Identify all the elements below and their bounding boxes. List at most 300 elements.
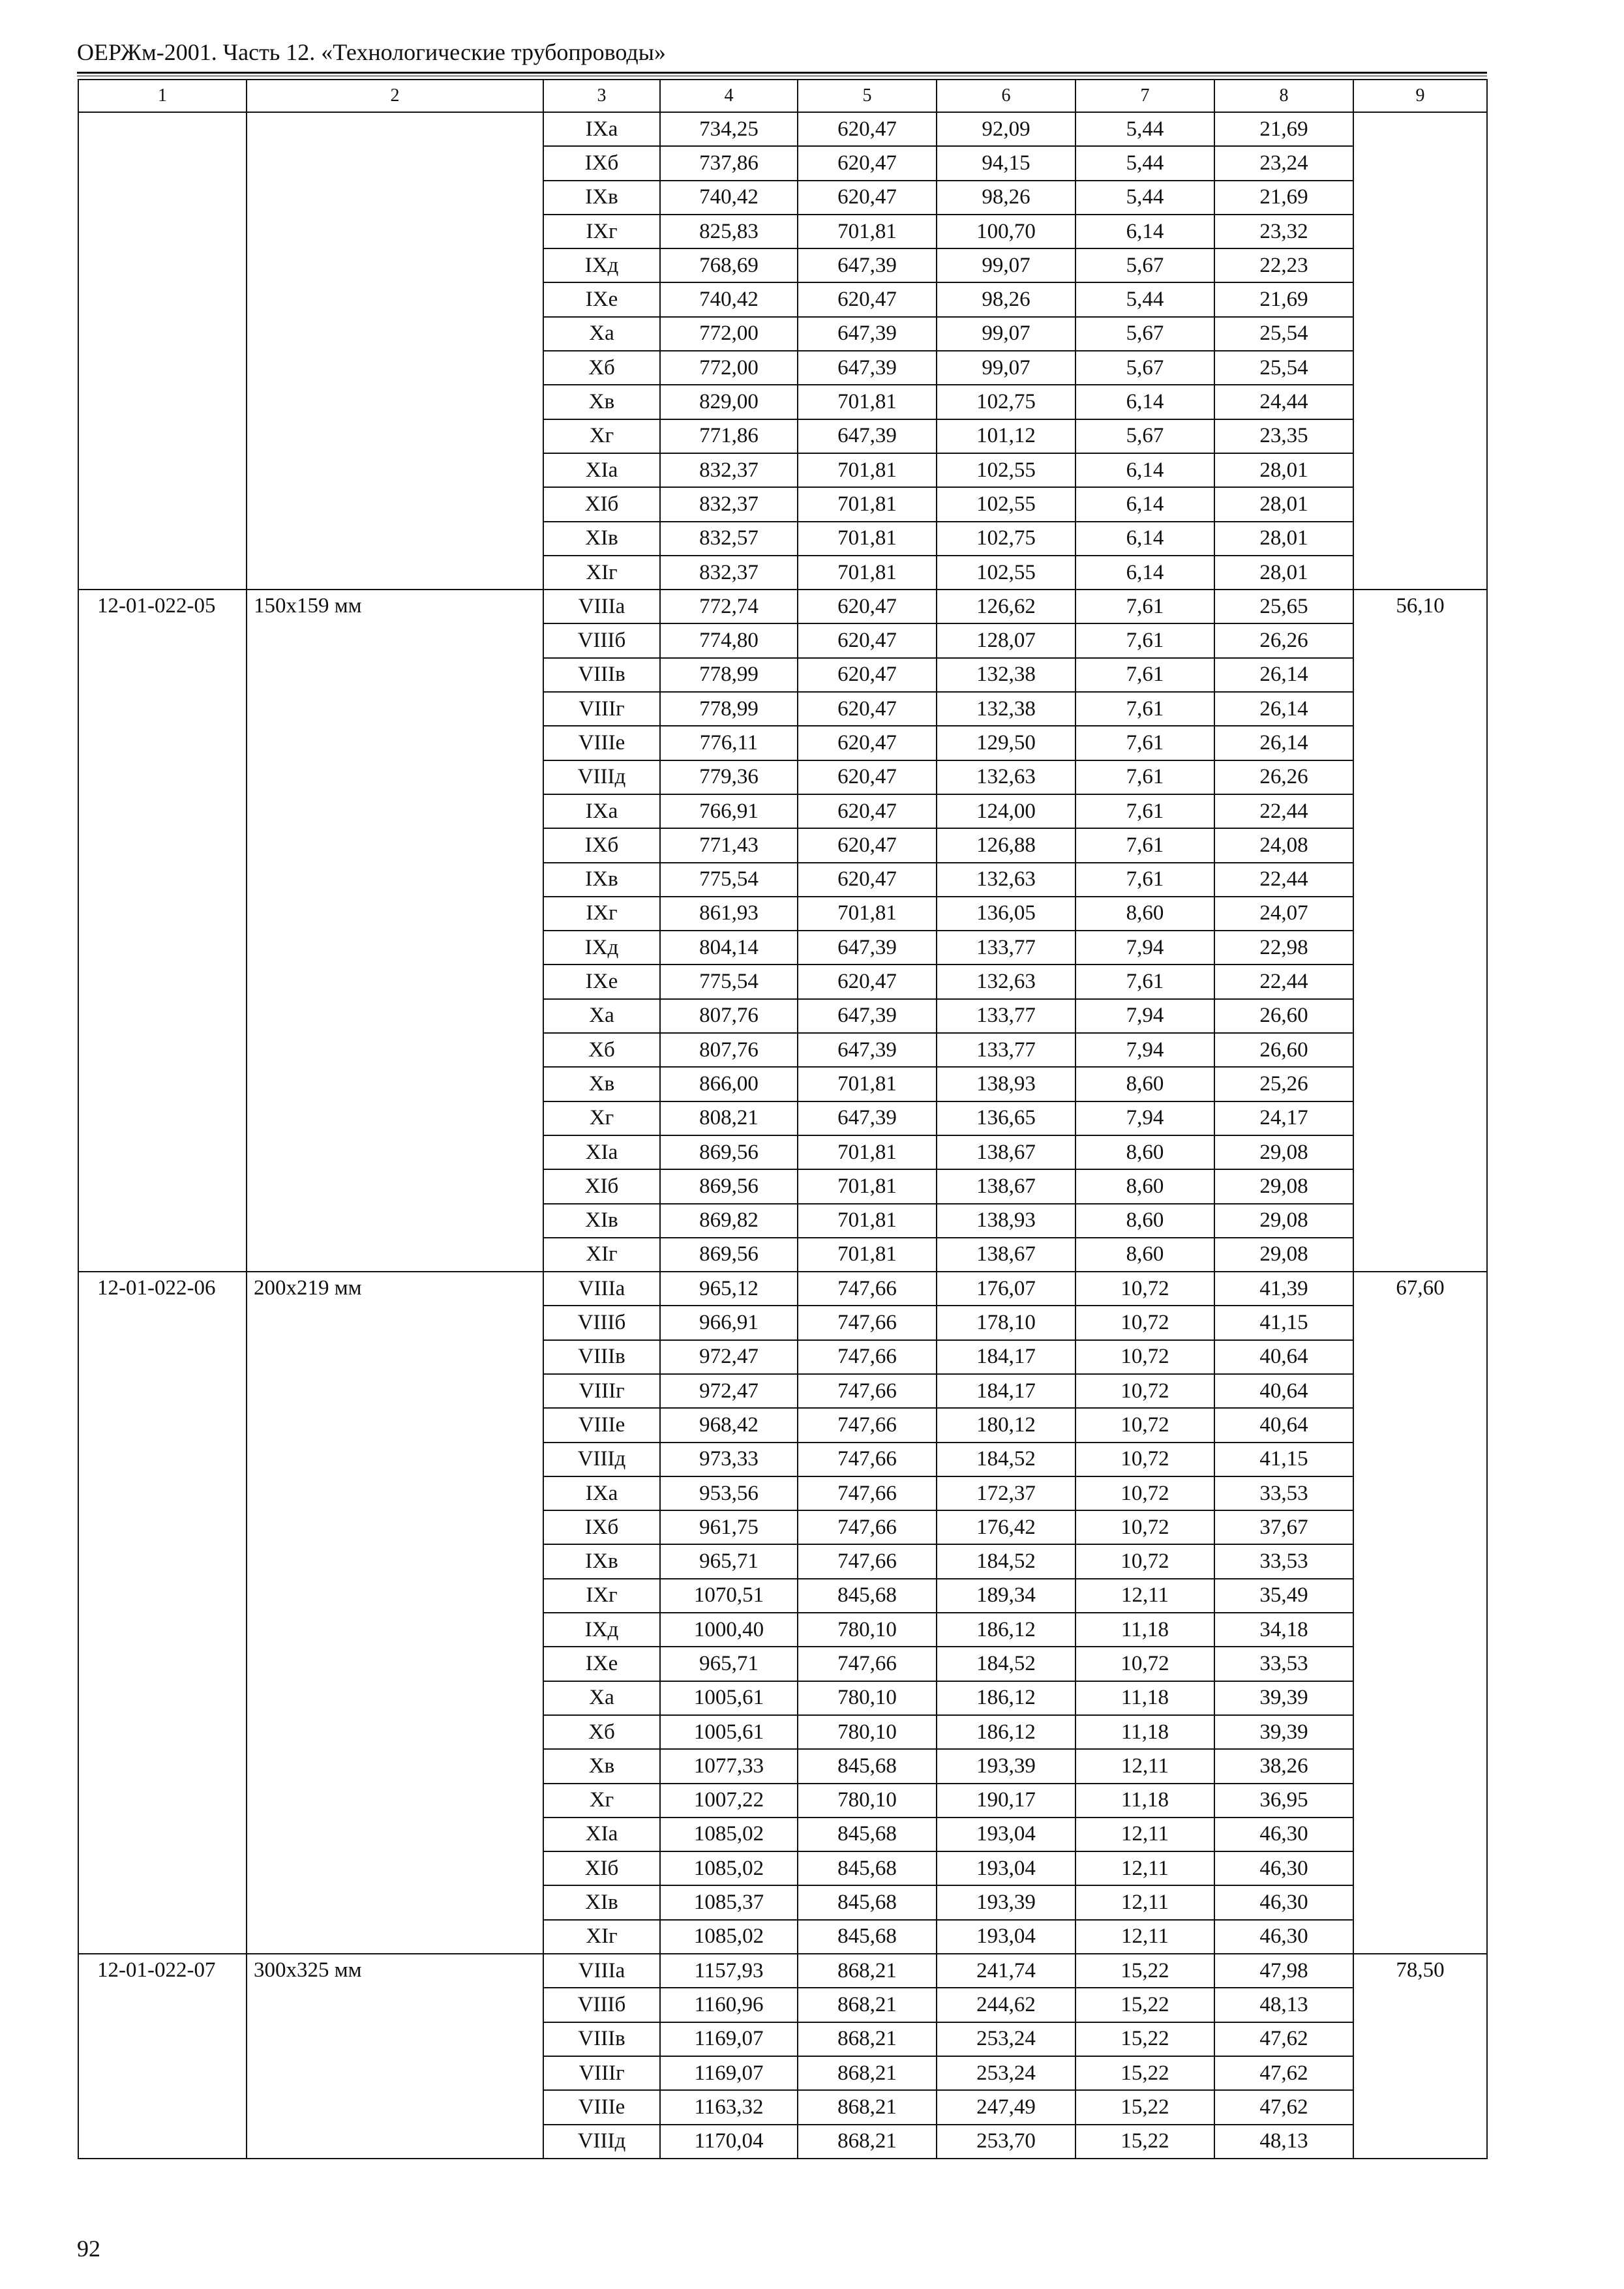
col8-cell: 28,01: [1214, 487, 1353, 521]
grade-cell: XIг: [543, 556, 660, 590]
col5-cell: 647,39: [798, 419, 937, 453]
col5-cell: 845,68: [798, 1851, 937, 1885]
col4-cell: 861,93: [660, 897, 798, 931]
col4-cell: 825,83: [660, 215, 798, 248]
col6-cell: 133,77: [937, 931, 1075, 965]
col5-cell: 845,68: [798, 1920, 937, 1954]
grade-cell: XIв: [543, 1885, 660, 1919]
col4-cell: 768,69: [660, 248, 798, 282]
col9-cell: 67,60: [1353, 1272, 1487, 1954]
col6-cell: 253,24: [937, 2022, 1075, 2056]
col7-cell: 10,72: [1075, 1272, 1214, 1306]
col6-cell: 180,12: [937, 1408, 1075, 1442]
col7-cell: 12,11: [1075, 1818, 1214, 1851]
grade-cell: IXе: [543, 965, 660, 998]
col8-cell: 46,30: [1214, 1851, 1353, 1885]
col4-cell: 832,37: [660, 487, 798, 521]
column-number-header: 2: [247, 80, 543, 112]
col6-cell: 128,07: [937, 623, 1075, 657]
col7-cell: 11,18: [1075, 1715, 1214, 1749]
grade-cell: VIIIг: [543, 1374, 660, 1408]
grade-cell: Xб: [543, 1715, 660, 1749]
col6-cell: 102,55: [937, 487, 1075, 521]
col5-cell: 620,47: [798, 828, 937, 862]
grade-cell: VIIIг: [543, 2056, 660, 2090]
col4-cell: 1160,96: [660, 1988, 798, 2022]
col6-cell: 132,63: [937, 760, 1075, 794]
grade-cell: IXг: [543, 1579, 660, 1613]
col8-cell: 22,44: [1214, 863, 1353, 897]
col5-cell: 701,81: [798, 487, 937, 521]
col4-cell: 1070,51: [660, 1579, 798, 1613]
grade-cell: IXг: [543, 897, 660, 931]
col5-cell: 868,21: [798, 1988, 937, 2022]
table-row: [78, 112, 1487, 146]
grade-cell: IXв: [543, 181, 660, 215]
col8-cell: 26,60: [1214, 999, 1353, 1033]
col8-cell: 29,08: [1214, 1204, 1353, 1238]
table-row: [78, 1954, 1487, 1988]
col5-cell: 701,81: [798, 215, 937, 248]
col7-cell: 10,72: [1075, 1374, 1214, 1408]
col8-cell: 47,62: [1214, 2022, 1353, 2056]
col4-cell: 1085,37: [660, 1885, 798, 1919]
col6-cell: 124,00: [937, 794, 1075, 828]
col7-cell: 7,94: [1075, 999, 1214, 1033]
col7-cell: 15,22: [1075, 2125, 1214, 2159]
grade-cell: VIIIг: [543, 692, 660, 726]
col5-cell: 620,47: [798, 590, 937, 623]
col4-cell: 973,33: [660, 1443, 798, 1476]
col4-cell: 832,37: [660, 556, 798, 590]
col6-cell: 176,07: [937, 1272, 1075, 1306]
col5-cell: 620,47: [798, 658, 937, 692]
col6-cell: 184,17: [937, 1374, 1075, 1408]
col5-cell: 780,10: [798, 1715, 937, 1749]
col6-cell: 253,70: [937, 2125, 1075, 2159]
col7-cell: 5,67: [1075, 317, 1214, 351]
col8-cell: 35,49: [1214, 1579, 1353, 1613]
col4-cell: 1170,04: [660, 2125, 798, 2159]
grade-cell: IXа: [543, 794, 660, 828]
col7-cell: 8,60: [1075, 1067, 1214, 1101]
col5-cell: 845,68: [798, 1749, 937, 1783]
col7-cell: 7,94: [1075, 1101, 1214, 1135]
pipe-size-cell: [247, 112, 543, 590]
grade-cell: XIв: [543, 1204, 660, 1238]
col8-cell: 24,17: [1214, 1101, 1353, 1135]
col7-cell: 10,72: [1075, 1476, 1214, 1510]
col6-cell: 184,17: [937, 1340, 1075, 1374]
col6-cell: 138,67: [937, 1169, 1075, 1203]
col6-cell: 193,39: [937, 1749, 1075, 1783]
col6-cell: 101,12: [937, 419, 1075, 453]
rate-code-cell: 12-01-022-05: [78, 590, 247, 1272]
col4-cell: 965,71: [660, 1544, 798, 1578]
col7-cell: 11,18: [1075, 1681, 1214, 1715]
col8-cell: 24,07: [1214, 897, 1353, 931]
col4-cell: 1077,33: [660, 1749, 798, 1783]
col6-cell: 189,34: [937, 1579, 1075, 1613]
col5-cell: 780,10: [798, 1681, 937, 1715]
grade-cell: XIб: [543, 1851, 660, 1885]
col8-cell: 48,13: [1214, 1988, 1353, 2022]
col8-cell: 26,26: [1214, 760, 1353, 794]
grade-cell: IXв: [543, 1544, 660, 1578]
col5-cell: 868,21: [798, 1954, 937, 1988]
col6-cell: 129,50: [937, 726, 1075, 760]
col6-cell: 186,12: [937, 1715, 1075, 1749]
col6-cell: 172,37: [937, 1476, 1075, 1510]
col7-cell: 10,72: [1075, 1544, 1214, 1578]
col6-cell: 193,04: [937, 1818, 1075, 1851]
col4-cell: 778,99: [660, 658, 798, 692]
col5-cell: 701,81: [798, 1238, 937, 1272]
col7-cell: 12,11: [1075, 1579, 1214, 1613]
col8-cell: 37,67: [1214, 1510, 1353, 1544]
col5-cell: 747,66: [798, 1306, 937, 1339]
grade-cell: XIб: [543, 487, 660, 521]
col7-cell: 10,72: [1075, 1510, 1214, 1544]
col4-cell: 1169,07: [660, 2022, 798, 2056]
col4-cell: 737,86: [660, 146, 798, 180]
grade-cell: IXб: [543, 828, 660, 862]
column-number-header: 3: [543, 80, 660, 112]
col7-cell: 7,61: [1075, 828, 1214, 862]
col5-cell: 701,81: [798, 1169, 937, 1203]
col7-cell: 5,44: [1075, 112, 1214, 146]
col6-cell: 132,38: [937, 658, 1075, 692]
col7-cell: 6,14: [1075, 487, 1214, 521]
col7-cell: 10,72: [1075, 1647, 1214, 1681]
col4-cell: 953,56: [660, 1476, 798, 1510]
col7-cell: 11,18: [1075, 1784, 1214, 1818]
col7-cell: 10,72: [1075, 1340, 1214, 1374]
col5-cell: 647,39: [798, 351, 937, 385]
col8-cell: 33,53: [1214, 1544, 1353, 1578]
col7-cell: 15,22: [1075, 2056, 1214, 2090]
rate-code-cell: 12-01-022-07: [78, 1954, 247, 2159]
col6-cell: 133,77: [937, 999, 1075, 1033]
col6-cell: 132,38: [937, 692, 1075, 726]
col8-cell: 47,62: [1214, 2056, 1353, 2090]
col6-cell: 136,65: [937, 1101, 1075, 1135]
col6-cell: 190,17: [937, 1784, 1075, 1818]
column-number-header: 5: [798, 80, 937, 112]
col8-cell: 46,30: [1214, 1920, 1353, 1954]
col8-cell: 46,30: [1214, 1885, 1353, 1919]
col5-cell: 868,21: [798, 2090, 937, 2124]
grade-cell: VIIIб: [543, 623, 660, 657]
col7-cell: 7,61: [1075, 623, 1214, 657]
grade-cell: VIIIе: [543, 1408, 660, 1442]
col7-cell: 5,44: [1075, 181, 1214, 215]
grade-cell: IXб: [543, 146, 660, 180]
col6-cell: 253,24: [937, 2056, 1075, 2090]
col7-cell: 8,60: [1075, 1204, 1214, 1238]
col5-cell: 868,21: [798, 2125, 937, 2159]
grade-cell: IXа: [543, 112, 660, 146]
col5-cell: 701,81: [798, 385, 937, 419]
column-number-header: 9: [1353, 80, 1487, 112]
col5-cell: 747,66: [798, 1647, 937, 1681]
col8-cell: 26,14: [1214, 692, 1353, 726]
grade-cell: VIIIе: [543, 726, 660, 760]
col5-cell: 845,68: [798, 1885, 937, 1919]
col4-cell: 1085,02: [660, 1920, 798, 1954]
col4-cell: 1005,61: [660, 1715, 798, 1749]
col5-cell: 868,21: [798, 2056, 937, 2090]
col8-cell: 28,01: [1214, 453, 1353, 487]
column-number-header: 1: [78, 80, 247, 112]
col7-cell: 8,60: [1075, 1135, 1214, 1169]
col8-cell: 21,69: [1214, 181, 1353, 215]
col6-cell: 184,52: [937, 1647, 1075, 1681]
grade-cell: Xб: [543, 351, 660, 385]
col6-cell: 138,93: [937, 1067, 1075, 1101]
grade-cell: XIа: [543, 1818, 660, 1851]
col7-cell: 7,94: [1075, 931, 1214, 965]
grade-cell: Xг: [543, 1101, 660, 1135]
grade-cell: XIв: [543, 522, 660, 556]
col7-cell: 15,22: [1075, 1954, 1214, 1988]
col6-cell: 193,39: [937, 1885, 1075, 1919]
grade-cell: VIIIд: [543, 2125, 660, 2159]
grade-cell: IXб: [543, 1510, 660, 1544]
col4-cell: 1163,32: [660, 2090, 798, 2124]
col4-cell: 734,25: [660, 112, 798, 146]
rates-table-body: [78, 80, 1487, 2159]
col9-cell: 78,50: [1353, 1954, 1487, 2159]
col5-cell: 620,47: [798, 794, 937, 828]
col4-cell: 869,56: [660, 1169, 798, 1203]
col5-cell: 747,66: [798, 1408, 937, 1442]
col4-cell: 779,36: [660, 760, 798, 794]
col6-cell: 184,52: [937, 1544, 1075, 1578]
col6-cell: 138,93: [937, 1204, 1075, 1238]
col5-cell: 647,39: [798, 1033, 937, 1067]
col5-cell: 701,81: [798, 556, 937, 590]
col7-cell: 7,61: [1075, 658, 1214, 692]
col8-cell: 38,26: [1214, 1749, 1353, 1783]
col4-cell: 1157,93: [660, 1954, 798, 1988]
col9-cell: [1353, 112, 1487, 590]
col8-cell: 36,95: [1214, 1784, 1353, 1818]
col7-cell: 12,11: [1075, 1920, 1214, 1954]
col7-cell: 8,60: [1075, 897, 1214, 931]
col4-cell: 775,54: [660, 965, 798, 998]
col5-cell: 701,81: [798, 522, 937, 556]
col5-cell: 647,39: [798, 999, 937, 1033]
col9-cell: 56,10: [1353, 590, 1487, 1272]
col6-cell: 99,07: [937, 248, 1075, 282]
col7-cell: 7,61: [1075, 794, 1214, 828]
grade-cell: Xв: [543, 1067, 660, 1101]
col7-cell: 6,14: [1075, 215, 1214, 248]
grade-cell: IXа: [543, 1476, 660, 1510]
col6-cell: 100,70: [937, 215, 1075, 248]
col8-cell: 39,39: [1214, 1715, 1353, 1749]
col6-cell: 92,09: [937, 112, 1075, 146]
col7-cell: 15,22: [1075, 2022, 1214, 2056]
col5-cell: 620,47: [798, 282, 937, 316]
col5-cell: 747,66: [798, 1272, 937, 1306]
grade-cell: Xа: [543, 999, 660, 1033]
col8-cell: 29,08: [1214, 1135, 1353, 1169]
header-rule-thick: [77, 72, 1487, 74]
col6-cell: 132,63: [937, 863, 1075, 897]
header-row: [78, 80, 1487, 112]
col6-cell: 193,04: [937, 1920, 1075, 1954]
grade-cell: IXг: [543, 215, 660, 248]
col6-cell: 94,15: [937, 146, 1075, 180]
col8-cell: 24,08: [1214, 828, 1353, 862]
col8-cell: 40,64: [1214, 1374, 1353, 1408]
col5-cell: 845,68: [798, 1579, 937, 1613]
table-row: [78, 1272, 1487, 1306]
col4-cell: 771,43: [660, 828, 798, 862]
col8-cell: 22,23: [1214, 248, 1353, 282]
col8-cell: 26,14: [1214, 726, 1353, 760]
col5-cell: 747,66: [798, 1510, 937, 1544]
col5-cell: 620,47: [798, 965, 937, 998]
grade-cell: IXв: [543, 863, 660, 897]
col4-cell: 771,86: [660, 419, 798, 453]
col8-cell: 25,54: [1214, 351, 1353, 385]
col5-cell: 747,66: [798, 1544, 937, 1578]
col8-cell: 22,98: [1214, 931, 1353, 965]
grade-cell: Xа: [543, 317, 660, 351]
col4-cell: 808,21: [660, 1101, 798, 1135]
rates-table: [78, 79, 1488, 2159]
col4-cell: 772,00: [660, 317, 798, 351]
col6-cell: 178,10: [937, 1306, 1075, 1339]
col8-cell: 47,98: [1214, 1954, 1353, 1988]
col4-cell: 966,91: [660, 1306, 798, 1339]
grade-cell: IXд: [543, 248, 660, 282]
col4-cell: 869,56: [660, 1238, 798, 1272]
col8-cell: 29,08: [1214, 1238, 1353, 1272]
col6-cell: 138,67: [937, 1135, 1075, 1169]
col5-cell: 620,47: [798, 181, 937, 215]
grade-cell: VIIIв: [543, 2022, 660, 2056]
col5-cell: 620,47: [798, 863, 937, 897]
grade-cell: VIIIб: [543, 1306, 660, 1339]
grade-cell: VIIIа: [543, 590, 660, 623]
col5-cell: 701,81: [798, 1204, 937, 1238]
col7-cell: 6,14: [1075, 453, 1214, 487]
col5-cell: 620,47: [798, 726, 937, 760]
col4-cell: 766,91: [660, 794, 798, 828]
col7-cell: 5,44: [1075, 146, 1214, 180]
col8-cell: 40,64: [1214, 1340, 1353, 1374]
col8-cell: 28,01: [1214, 522, 1353, 556]
col4-cell: 804,14: [660, 931, 798, 965]
col8-cell: 39,39: [1214, 1681, 1353, 1715]
col7-cell: 11,18: [1075, 1613, 1214, 1647]
col6-cell: 186,12: [937, 1613, 1075, 1647]
col6-cell: 102,75: [937, 385, 1075, 419]
grade-cell: XIг: [543, 1238, 660, 1272]
grade-cell: Xв: [543, 385, 660, 419]
col7-cell: 6,14: [1075, 556, 1214, 590]
col8-cell: 22,44: [1214, 965, 1353, 998]
col6-cell: 102,55: [937, 453, 1075, 487]
pipe-size-cell: 300x325 мм: [247, 1954, 543, 2159]
col7-cell: 5,67: [1075, 351, 1214, 385]
grade-cell: VIIIа: [543, 1954, 660, 1988]
col8-cell: 41,15: [1214, 1443, 1353, 1476]
col4-cell: 866,00: [660, 1067, 798, 1101]
grade-cell: XIа: [543, 1135, 660, 1169]
col6-cell: 99,07: [937, 351, 1075, 385]
col4-cell: 829,00: [660, 385, 798, 419]
col6-cell: 98,26: [937, 282, 1075, 316]
col8-cell: 21,69: [1214, 282, 1353, 316]
col7-cell: 15,22: [1075, 1988, 1214, 2022]
col7-cell: 12,11: [1075, 1851, 1214, 1885]
col6-cell: 184,52: [937, 1443, 1075, 1476]
col5-cell: 780,10: [798, 1784, 937, 1818]
col5-cell: 701,81: [798, 453, 937, 487]
col4-cell: 772,74: [660, 590, 798, 623]
grade-cell: VIIIа: [543, 1272, 660, 1306]
col8-cell: 28,01: [1214, 556, 1353, 590]
col7-cell: 7,61: [1075, 760, 1214, 794]
col5-cell: 701,81: [798, 1135, 937, 1169]
rate-code-cell: 12-01-022-06: [78, 1272, 247, 1954]
col4-cell: 832,57: [660, 522, 798, 556]
col7-cell: 15,22: [1075, 2090, 1214, 2124]
col4-cell: 740,42: [660, 282, 798, 316]
col4-cell: 776,11: [660, 726, 798, 760]
col7-cell: 8,60: [1075, 1169, 1214, 1203]
col8-cell: 40,64: [1214, 1408, 1353, 1442]
col4-cell: 740,42: [660, 181, 798, 215]
grade-cell: VIIIв: [543, 1340, 660, 1374]
col5-cell: 701,81: [798, 1067, 937, 1101]
col4-cell: 807,76: [660, 1033, 798, 1067]
col4-cell: 972,47: [660, 1340, 798, 1374]
grade-cell: XIб: [543, 1169, 660, 1203]
col5-cell: 620,47: [798, 623, 937, 657]
col7-cell: 5,67: [1075, 419, 1214, 453]
col6-cell: 136,05: [937, 897, 1075, 931]
col8-cell: 26,26: [1214, 623, 1353, 657]
col8-cell: 23,24: [1214, 146, 1353, 180]
col5-cell: 620,47: [798, 692, 937, 726]
col4-cell: 965,12: [660, 1272, 798, 1306]
col8-cell: 47,62: [1214, 2090, 1353, 2124]
col8-cell: 26,60: [1214, 1033, 1353, 1067]
grade-cell: Xа: [543, 1681, 660, 1715]
col6-cell: 241,74: [937, 1954, 1075, 1988]
col8-cell: 24,44: [1214, 385, 1353, 419]
col7-cell: 6,14: [1075, 522, 1214, 556]
col7-cell: 7,61: [1075, 863, 1214, 897]
col5-cell: 747,66: [798, 1476, 937, 1510]
col4-cell: 1085,02: [660, 1818, 798, 1851]
col4-cell: 774,80: [660, 623, 798, 657]
col5-cell: 620,47: [798, 146, 937, 180]
col7-cell: 7,61: [1075, 965, 1214, 998]
col6-cell: 186,12: [937, 1681, 1075, 1715]
col6-cell: 132,63: [937, 965, 1075, 998]
col7-cell: 5,44: [1075, 282, 1214, 316]
col5-cell: 647,39: [798, 931, 937, 965]
col7-cell: 5,67: [1075, 248, 1214, 282]
col8-cell: 23,35: [1214, 419, 1353, 453]
